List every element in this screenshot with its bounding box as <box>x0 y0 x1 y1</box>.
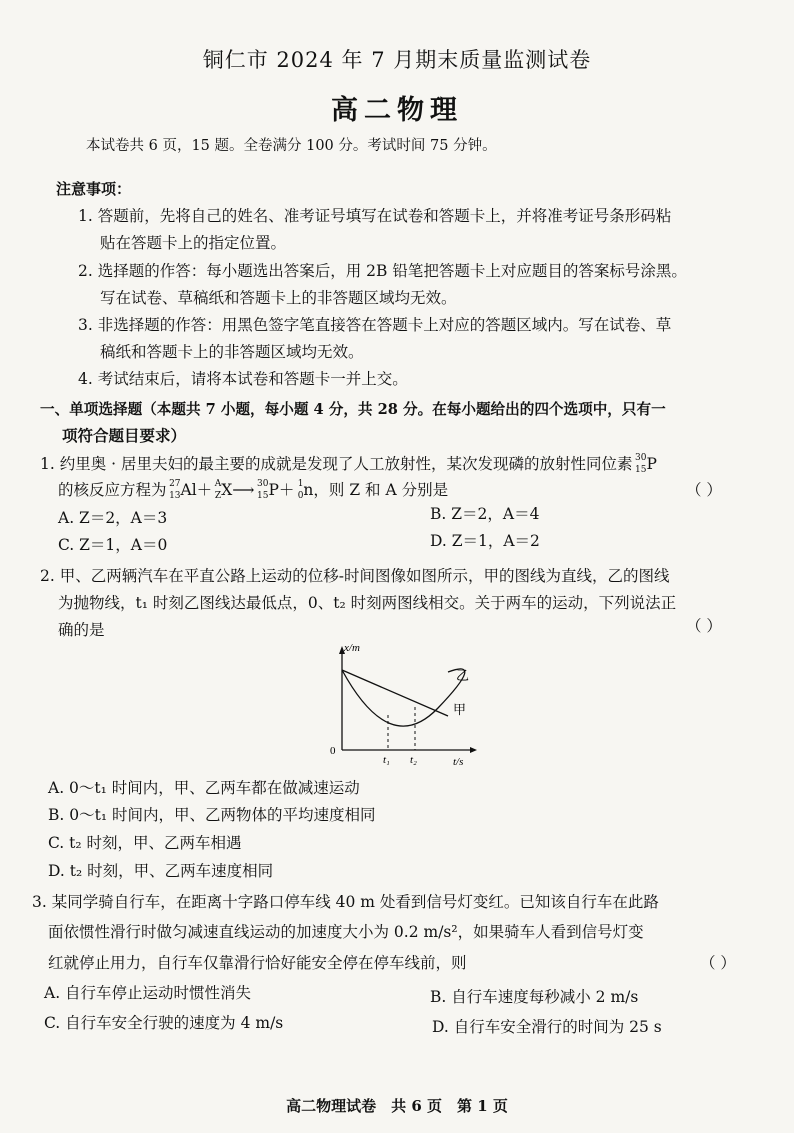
notice-item: 4. 考试结束后，请将本试卷和答题卡一并上交。 <box>78 370 408 388</box>
p-isotope: 30 15 <box>635 453 647 475</box>
line-jia <box>342 670 448 716</box>
section-heading-cont: 项符合题目要求） <box>62 426 187 445</box>
option-d[interactable]: D. t₂ 时刻，甲、乙两车速度相同 <box>48 862 274 880</box>
origin-label: 0 <box>330 745 336 757</box>
option-b[interactable]: B. 0～t₁ 时间内，甲、乙两物体的平均速度相同 <box>48 806 376 824</box>
question-1-equation: 的核反应方程为 27 13 Al＋ A Z X⟶ 30 15 P＋ 1 0 n，则 Z 和 A 分别是 <box>58 479 449 501</box>
option-a[interactable]: A. Z＝2，A＝3 <box>58 509 168 527</box>
q1-stem-text: 1. 约里奥 · 居里夫妇的最主要的成就是发现了人工放射性，某次发现磷的放射性同位素 <box>40 455 633 473</box>
t1-label: t₁ <box>383 754 390 766</box>
question-2-stem-cont: 确的是 <box>58 621 105 639</box>
question-2-stem-cont: 为抛物线，t₁ 时刻乙图线达最低点，0、t₂ 时刻两图线相交。关于两车的运动，下列说法正 <box>58 594 677 612</box>
xt-graph-svg <box>320 638 490 770</box>
position-time-graph <box>320 638 490 770</box>
option-c[interactable]: C. Z＝1，A＝0 <box>58 536 168 554</box>
question-3-stem-cont: 红就停止用力，自行车仅靠滑行恰好能安全停在停车线前，则 <box>48 954 467 972</box>
notice-item: 稿纸和答题卡上的非答题区域均无效。 <box>100 343 364 361</box>
option-b[interactable]: B. Z＝2，A＝4 <box>430 505 540 523</box>
x-axis-label: t/s <box>453 756 464 768</box>
notice-heading: 注意事项： <box>56 180 132 198</box>
exam-title: 铜仁市 2024 年 7 月期末质量监测试卷 <box>202 48 592 72</box>
question-2-stem: 2. 甲、乙两辆汽车在平直公路上运动的位移-时间图像如图所示，甲的图线为直线，乙的图线 <box>40 567 670 585</box>
option-a[interactable]: A. 0～t₁ 时间内，甲、乙两车都在做减速运动 <box>48 779 360 797</box>
option-d[interactable]: D. 自行车安全滑行的时间为 25 s <box>432 1018 662 1036</box>
option-d[interactable]: D. Z＝1，A＝2 <box>430 532 540 550</box>
option-c[interactable]: C. 自行车安全行驶的速度为 4 m/s <box>44 1014 284 1032</box>
question-1-stem: 1. 约里奥 · 居里夫妇的最主要的成就是发现了人工放射性，某次发现磷的放射性同位素 30 15 P <box>40 453 657 475</box>
page-footer: 高二物理试卷 共 6 页 第 1 页 <box>286 1097 508 1115</box>
option-c[interactable]: C. t₂ 时刻，甲、乙两车相遇 <box>48 834 242 852</box>
answer-paren: （ ） <box>700 954 736 972</box>
exam-intro: 本试卷共 6 页，15 题。全卷满分 100 分。考试时间 75 分钟。 <box>86 138 497 154</box>
line-jia-label: 甲 <box>453 703 467 718</box>
notice-item: 2. 选择题的作答：每小题选出答案后，用 2B 铅笔把答题卡上对应题目的答案标号涂黑。 <box>78 262 687 280</box>
question-3-stem: 3. 某同学骑自行车，在距离十字路口停车线 40 m 处看到信号灯变红。已知该自行车在此路 <box>32 893 659 911</box>
section-heading: 一、单项选择题（本题共 7 小题，每小题 4 分，共 28 分。在每小题给出的四个选项中，只有一 <box>40 401 666 418</box>
notice-item: 1. 答题前，先将自己的姓名、准考证号填写在试卷和答题卡上，并将准考证号条形码粘 <box>78 207 672 225</box>
curve-yi-label: 乙 <box>456 669 470 684</box>
option-b[interactable]: B. 自行车速度每秒减小 2 m/s <box>430 988 639 1006</box>
answer-paren: （ ） <box>686 617 722 635</box>
y-axis-label: x/m <box>344 642 360 654</box>
subject-title: 高二物理 <box>331 95 463 126</box>
option-a[interactable]: A. 自行车停止运动时惯性消失 <box>44 984 252 1002</box>
notice-item: 写在试卷、草稿纸和答题卡上的非答题区域均无效。 <box>100 289 457 307</box>
question-3-stem-cont: 面依惯性滑行时做匀减速直线运动的加速度大小为 0.2 m/s²，如果骑车人看到信号灯变 <box>48 923 644 941</box>
notice-item: 贴在答题卡上的指定位置。 <box>100 234 287 252</box>
answer-paren: （ ） <box>686 481 722 499</box>
notice-item: 3. 非选择题的作答：用黑色签字笔直接答在答题卡上对应的答题区域内。写在试卷、草 <box>78 316 672 334</box>
t2-label: t₂ <box>410 754 417 766</box>
